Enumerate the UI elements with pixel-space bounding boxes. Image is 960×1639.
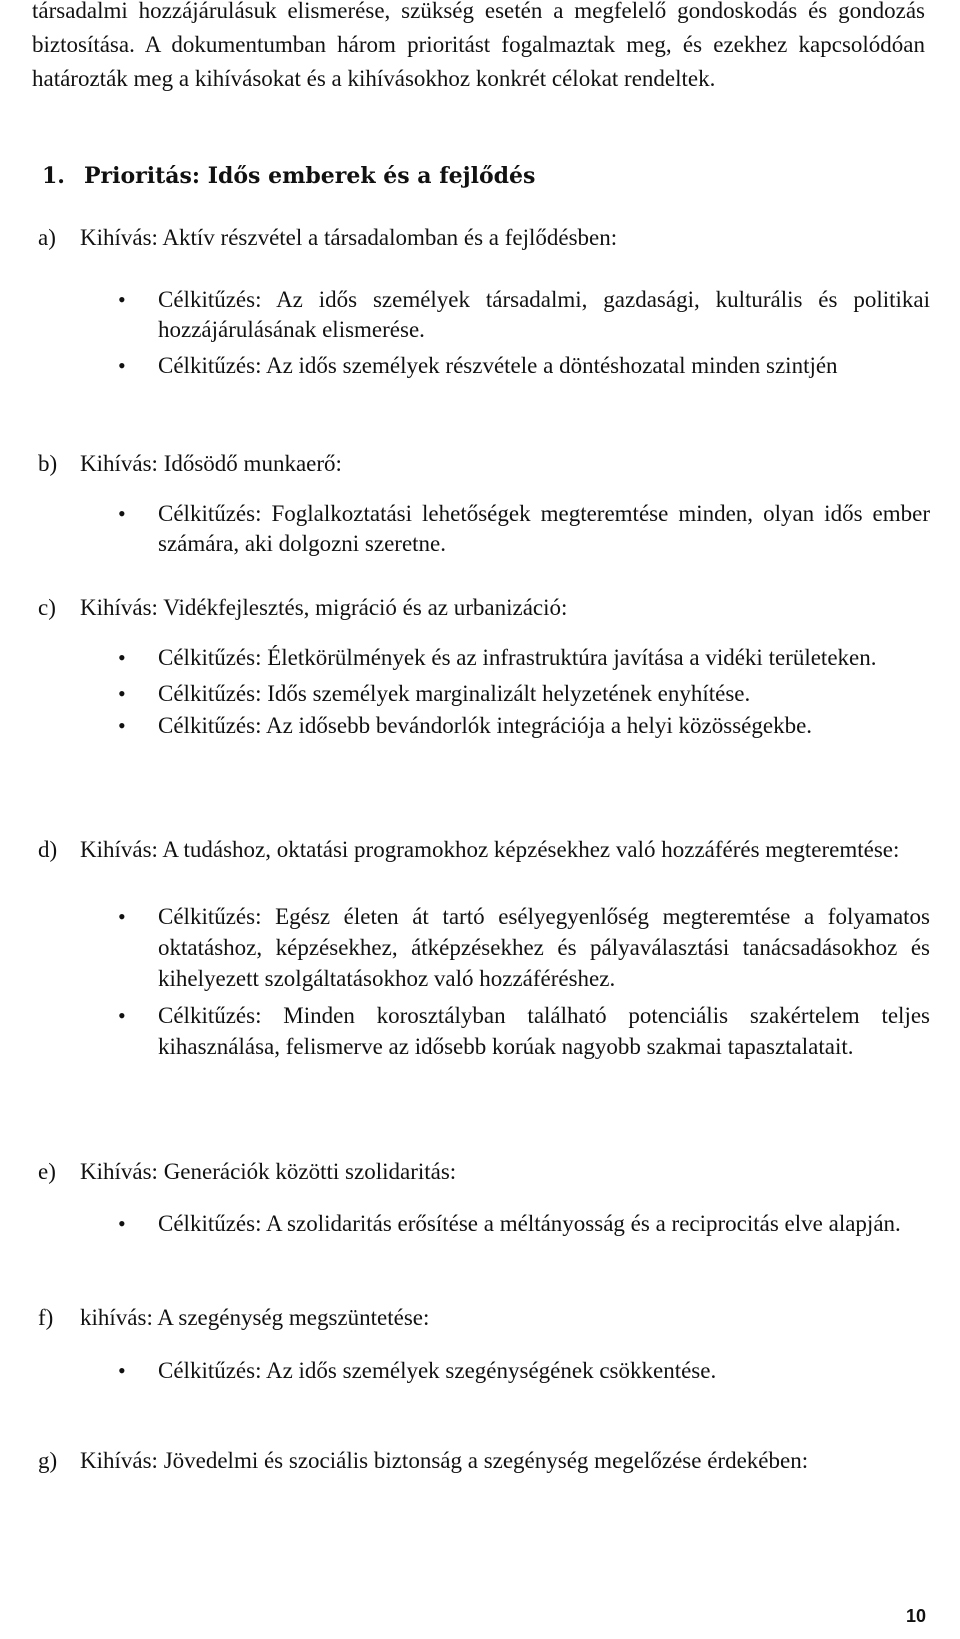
challenge-letter: e)	[38, 1159, 56, 1184]
goal-item	[118, 901, 930, 994]
challenge-text: Kihívás: Aktív részvétel a társadalomban és a fejlődésben:	[80, 225, 618, 250]
challenge-text: Kihívás: Vidékfejlesztés, migráció és az urbanizáció:	[80, 595, 568, 620]
bullet-icon: •	[118, 904, 126, 929]
challenge-letter: g)	[38, 1448, 58, 1473]
challenge-letter: a)	[38, 225, 56, 250]
challenge-text: Kihívás: Generációk közötti szolidaritás:	[80, 1159, 457, 1184]
goal-text: Célkitűzés: Az idős személyek szegénységének csökkentése.	[158, 1358, 717, 1383]
goal-item	[118, 499, 930, 559]
goal-item	[118, 285, 930, 345]
bullet-icon: •	[118, 681, 126, 706]
goal-text: Célkitűzés: Életkörülmények és az infrastruktúra javítása a vidéki területeken.	[158, 645, 877, 670]
priority-number: 1.	[42, 163, 65, 189]
bullet-icon: •	[118, 1358, 126, 1383]
goal-item	[118, 1356, 930, 1386]
goal-text: Célkitűzés: Idős személyek marginalizált helyzetének enyhítése.	[158, 681, 751, 706]
goal-text: Célkitűzés: Az idős személyek társadalmi, gazdasági, kulturális és politikai hozzájárulásának elismerése.	[158, 287, 930, 342]
intro-paragraph: társadalmi hozzájárulásuk elismerése, szükség esetén a megfelelő gondoskodás és gondozás biztosítása. A dokumentumban három prioritást fogalmaztak meg, és ezekhez kapcsolódóan határozták meg a kihívásokat és a kihívásokhoz konkrét célokat rendeltek.	[32, 0, 925, 91]
challenge-b	[38, 448, 928, 480]
goal-item	[118, 1209, 930, 1239]
goal-list-d	[118, 901, 930, 1068]
goal-text: Célkitűzés: Foglalkoztatási lehetőségek megteremtése minden, olyan idős ember számára, aki dolgozni szeretne.	[158, 501, 930, 556]
challenge-e	[38, 1156, 928, 1188]
goal-list-a	[118, 285, 930, 387]
goal-text: Célkitűzés: Az idős személyek részvétele a döntéshozatal minden szintjén	[158, 353, 838, 378]
challenge-text: Kihívás: A tudáshoz, oktatási programokhoz képzésekhez való hozzáférés megteremtése:	[80, 837, 900, 862]
challenge-g	[38, 1436, 928, 1486]
goal-text: Célkitűzés: Az idősebb bevándorlók integrációja a helyi közösségekbe.	[158, 713, 813, 738]
page-number: 10	[905, 1606, 926, 1626]
bullet-icon: •	[118, 1003, 126, 1028]
challenge-d	[38, 834, 928, 865]
challenge-letter: f)	[38, 1305, 54, 1330]
bullet-icon: •	[118, 353, 126, 378]
goal-list-c	[118, 643, 930, 747]
challenge-text: kihívás: A szegénység megszüntetése:	[80, 1305, 430, 1330]
goal-list-f	[118, 1356, 930, 1392]
challenge-c	[38, 592, 928, 624]
goal-text: Célkitűzés: Egész életen át tartó esélyegyenlőség megteremtése a folyamatos oktatáshoz, képzésekhez, átképzésekhez és pályaválasztási tanácsadásokhoz és kihelyezett szolgáltatásokhoz való hozzáféréshez.	[158, 904, 930, 991]
goal-item	[118, 711, 930, 741]
bullet-icon: •	[118, 501, 126, 526]
goal-list-b	[118, 499, 930, 565]
bullet-icon: •	[118, 287, 126, 312]
challenge-text: Kihívás: Idősödő munkaerő:	[80, 451, 342, 476]
challenge-letter: d)	[38, 837, 58, 862]
goal-text: Célkitűzés: A szolidaritás erősítése a méltányosság és a reciprocitás elve alapján.	[158, 1211, 901, 1236]
goal-item	[118, 679, 930, 709]
goal-list-e	[118, 1209, 930, 1245]
challenge-letter: b)	[38, 451, 58, 476]
goal-item	[118, 1000, 930, 1062]
challenge-letter: c)	[38, 595, 56, 620]
priority-heading	[42, 160, 535, 192]
bullet-icon: •	[118, 1211, 126, 1236]
challenge-f	[38, 1302, 928, 1334]
bullet-icon: •	[118, 713, 126, 738]
goal-text: Célkitűzés: Minden korosztályban található potenciális szakértelem teljes kihasználása, felismerve az idősebb korúak nagyobb szakmai tapasztalatait.	[158, 1003, 930, 1059]
goal-item	[118, 351, 930, 381]
priority-title: Prioritás: Idős emberek és a fejlődés	[84, 163, 536, 189]
challenge-text: Kihívás: Jövedelmi és szociális biztonság a szegénység megelőzése érdekében:	[80, 1448, 809, 1473]
goal-item	[118, 643, 930, 673]
bullet-icon: •	[118, 645, 126, 670]
challenge-a	[38, 222, 928, 254]
